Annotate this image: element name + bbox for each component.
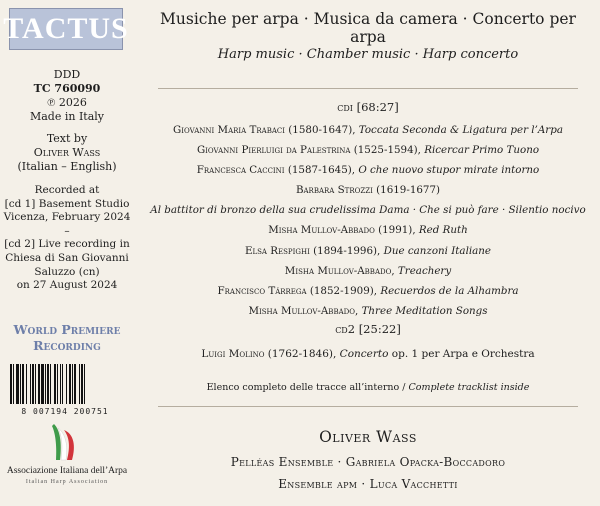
cd2-work-rest: op. 1 per Arpa e Orchestra [391, 348, 535, 360]
copyright: ℗ 2026 [47, 96, 87, 109]
barcode-bar [60, 364, 61, 404]
cd2-track [150, 348, 586, 360]
recording-info [0, 184, 134, 293]
barcode-bar [13, 364, 14, 404]
recorded-cd2-line3: Saluzzo (cn) [34, 265, 100, 278]
track-composer: Misha Mullov-Abbado, [284, 264, 395, 277]
recorded-cd1-line2: Vicenza, February 2024 [3, 211, 131, 224]
tracklist-note [150, 382, 586, 393]
harp-association [0, 466, 134, 488]
cd2-composer: Luigi Molino (1762-1846), [201, 348, 337, 360]
track-composer: Giovanni Maria Trabaci (1580-1647), [173, 124, 356, 136]
barcode-bar [81, 364, 83, 404]
barcode-bar [84, 364, 85, 404]
title-english: Harp music · Chamber music · Harp concerto [217, 47, 519, 62]
cd1-label: cdi [68:27] [337, 100, 399, 114]
barcode-bar [79, 364, 80, 404]
barcode-digits: 8 007194 200751 [21, 407, 109, 416]
track-row [150, 261, 586, 281]
barcode-bars [6, 364, 124, 404]
tracklist-note-italian: Elenco completo delle tracce all’interno [206, 382, 400, 393]
track-work: Ricercar Primo Tuono [424, 144, 540, 157]
track-work: Three Meditation Songs [361, 304, 488, 317]
harp-association-flag-icon [44, 420, 86, 462]
title-italian: Musiche per arpa · Musica da camera · Concerto per arpa [160, 10, 576, 46]
barcode-bar [26, 364, 27, 404]
track-composer: Giovanni Pierluigi da Palestrina (1525-1594), [196, 144, 421, 157]
catalog-info [0, 68, 134, 124]
recorded-cd2-line2: Chiesa di San Giovanni [5, 251, 129, 264]
barcode-bar [41, 364, 44, 404]
barcode-bar [72, 364, 73, 404]
track-row [150, 140, 586, 160]
track-row [150, 301, 586, 321]
association-name: Associazione Italiana dell’Arpa [6, 466, 128, 476]
recorded-heading: Recorded at [34, 184, 100, 196]
barcode-bar [22, 364, 24, 404]
tracklist-note-english: Complete tracklist inside [408, 382, 530, 393]
barcode-bar [20, 364, 21, 404]
barcode-bar [38, 364, 40, 404]
track-row [150, 281, 586, 301]
barcode-bar [10, 364, 12, 404]
barcode-bar [57, 364, 58, 404]
barcode-bar [62, 364, 63, 404]
format: DDD [53, 68, 81, 81]
track-composer: Elsa Respighi (1894-1996), [244, 244, 381, 257]
recorded-cd2-line4: on 27 August 2024 [16, 279, 118, 292]
text-by [0, 132, 134, 174]
track-row [150, 241, 586, 261]
divider-top [158, 88, 578, 89]
cd2-label: cd2 [25:22] [335, 322, 401, 336]
barcode-bar [69, 364, 71, 404]
tracklist-note-separator: / [402, 382, 406, 393]
text-author: Oliver Wass [33, 146, 101, 159]
recorded-cd1-line1: [cd 1] Basement Studio [4, 197, 130, 210]
ensemble-line2: Ensemble apm · Luca Vacchetti [278, 477, 458, 491]
barcode-bar [74, 364, 76, 404]
cd1-tracklist [150, 120, 586, 321]
barcode-bar [54, 364, 56, 404]
tactus-logo [3, 8, 129, 50]
barcode-bar [35, 364, 36, 404]
premiere-line2: Recording [33, 338, 101, 353]
track-row [150, 120, 586, 140]
track-composer: Misha Mullov-Abbado (1991), [268, 224, 416, 237]
catalog-number: TC 760090 [33, 82, 101, 95]
track-composer: Francesca Caccini (1587-1645), [196, 164, 356, 177]
barcode-bar [32, 364, 34, 404]
track-work: O che nuovo stupor mirate intorno [358, 164, 540, 177]
logo-text: TACTUS [3, 12, 129, 45]
association-subtitle: Italian Harp Association [25, 479, 109, 485]
track-composer: Francisco Tárrega (1852-1909), [217, 284, 378, 297]
track-row [150, 160, 586, 180]
track-composer: Barbara Strozzi (1619-1677) [295, 184, 441, 197]
track-row [150, 220, 586, 240]
divider-bottom [158, 406, 578, 407]
text-by-label: Text by [46, 132, 88, 145]
recorded-dash: – [64, 224, 70, 237]
track-work: Due canzoni Italiane [383, 244, 492, 257]
premiere-line1: World Premiere [13, 322, 121, 337]
track-work: Red Ruth [418, 224, 468, 237]
track-work: Al battitor di bronzo della sua crudelissima Dama · Che si può fare · Silentio nocivo [150, 204, 586, 217]
left-column [0, 0, 134, 506]
ensemble-line1: Pelléas Ensemble · Gabriela Opacka-Boccadoro [230, 455, 506, 469]
barcode-bar [30, 364, 31, 404]
track-row [150, 180, 586, 200]
track-work: Treachery [397, 264, 452, 277]
barcode-bar [16, 364, 19, 404]
barcode-bar [45, 364, 46, 404]
origin: Made in Italy [29, 110, 105, 123]
barcode [6, 364, 124, 418]
track-work: Recuerdos de la Alhambra [380, 284, 519, 297]
barcode-bar [50, 364, 51, 404]
barcode-bar [47, 364, 49, 404]
track-row [150, 200, 586, 220]
track-work: Toccata Seconda & Ligatura per l’Arpa [358, 124, 563, 136]
text-languages: (Italian – English) [17, 160, 117, 173]
cd2-work: Concerto [339, 348, 389, 360]
barcode-bar [66, 364, 67, 404]
soloist-name: Oliver Wass [319, 428, 417, 446]
recorded-cd2-line1: [cd 2] Live recording in [4, 238, 130, 251]
world-premiere-badge [0, 322, 134, 354]
track-composer: Misha Mullov-Abbado, [248, 304, 359, 317]
